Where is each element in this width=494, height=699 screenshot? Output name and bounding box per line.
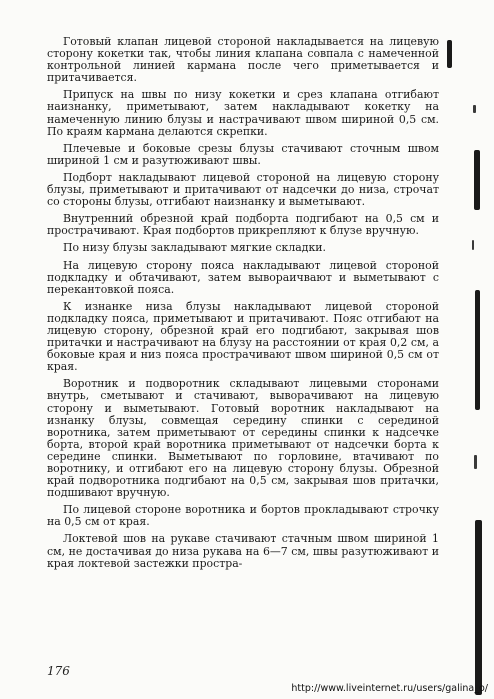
scan-edge-mark [447, 40, 452, 68]
scan-speck [474, 455, 477, 469]
page-number: 176 [47, 664, 70, 678]
paragraph: К изнанке низа блузы накладывают лицевой стороной подкладку пояса, приметывают и притачивают. Пояс отгибают на лицевую сторону, обрезной край его подгибают, закрывая шов притачки и настрачивают на блузу на расстоянии от края 0,2 см, а боковые края и низ пояса прострачивают швом шириной 0,5 см от края. [47, 299, 439, 374]
paragraph: Припуск на швы по низу кокетки и срез клапана отгибают наизнанку, приметывают, затем накладывают кокетку на намеченную линию блузы и настрачивают швом шириной 0,5 см. По краям кармана делаются скрепки. [47, 88, 439, 138]
paragraph: По низу блузы закладывают мягкие складки. [63, 241, 326, 255]
body-text [47, 36, 439, 575]
paragraph: Подборт накладывают лицевой стороной на лицевую сторону блузы, приметывают и притачивают от надсечки до низа, строчат со стороны блузы, отгибают наизнанку и выметывают. [47, 170, 439, 209]
scan-speck [472, 240, 474, 250]
source-watermark: http://www.liveinternet.ru/users/galina_o/ [291, 683, 488, 694]
paragraph: Воротник и подворотник складывают лицевыми сторонами внутрь, сметывают и стачивают, выворачивают на лицевую сторону и выметывают. Готовый воротник накладывают на изнанку блузы, совмещая середину спинки с серединой воротника, затем приметывают от середины спинки к надсечке борта, второй край воротника приметывают от надсечки борта к середине спинки. Выметывают по горловине, втачивают по воротнику, и отгибают его на лицевую сторону блузы. Обрезной край подворотника подгибают на 0,5 см, закрывая шов притачки, подшивают вручную. [47, 377, 439, 500]
scan-edge-mark [474, 150, 480, 210]
scan-edge-mark [475, 290, 480, 410]
paragraph: Плечевые и боковые срезы блузы стачивают сточным швом шириной 1 см и разутюживают швы. [47, 141, 439, 167]
paragraph: Готовый клапан лицевой стороной накладывается на лицевую сторону кокетки так, чтобы линия клапана совпала с намеченной контрольной линией кармана после чего приметывается и притачивается. [47, 35, 439, 85]
paragraph: На лицевую сторону пояса накладывают лицевой стороной подкладку и обтачивают, затем вывораичвают и выметывают с перекантовкой пояса. [47, 258, 439, 296]
scan-speck [473, 105, 476, 113]
paragraph: По лицевой стороне воротника и бортов прокладывают строчку на 0,5 см от края. [47, 503, 439, 529]
paragraph: Локтевой шов на рукаве стачивают стачным швом шириной 1 см, не достачивая до низа рукава на 6—7 см, швы разутюживают и края локтевой застежки простра- [47, 532, 439, 570]
scan-edge-mark [475, 520, 482, 695]
paragraph: Внутренний обрезной край подборта подгибают на 0,5 см и прострачивают. Края подбортов прикрепляют к блузе вручную. [47, 212, 439, 238]
